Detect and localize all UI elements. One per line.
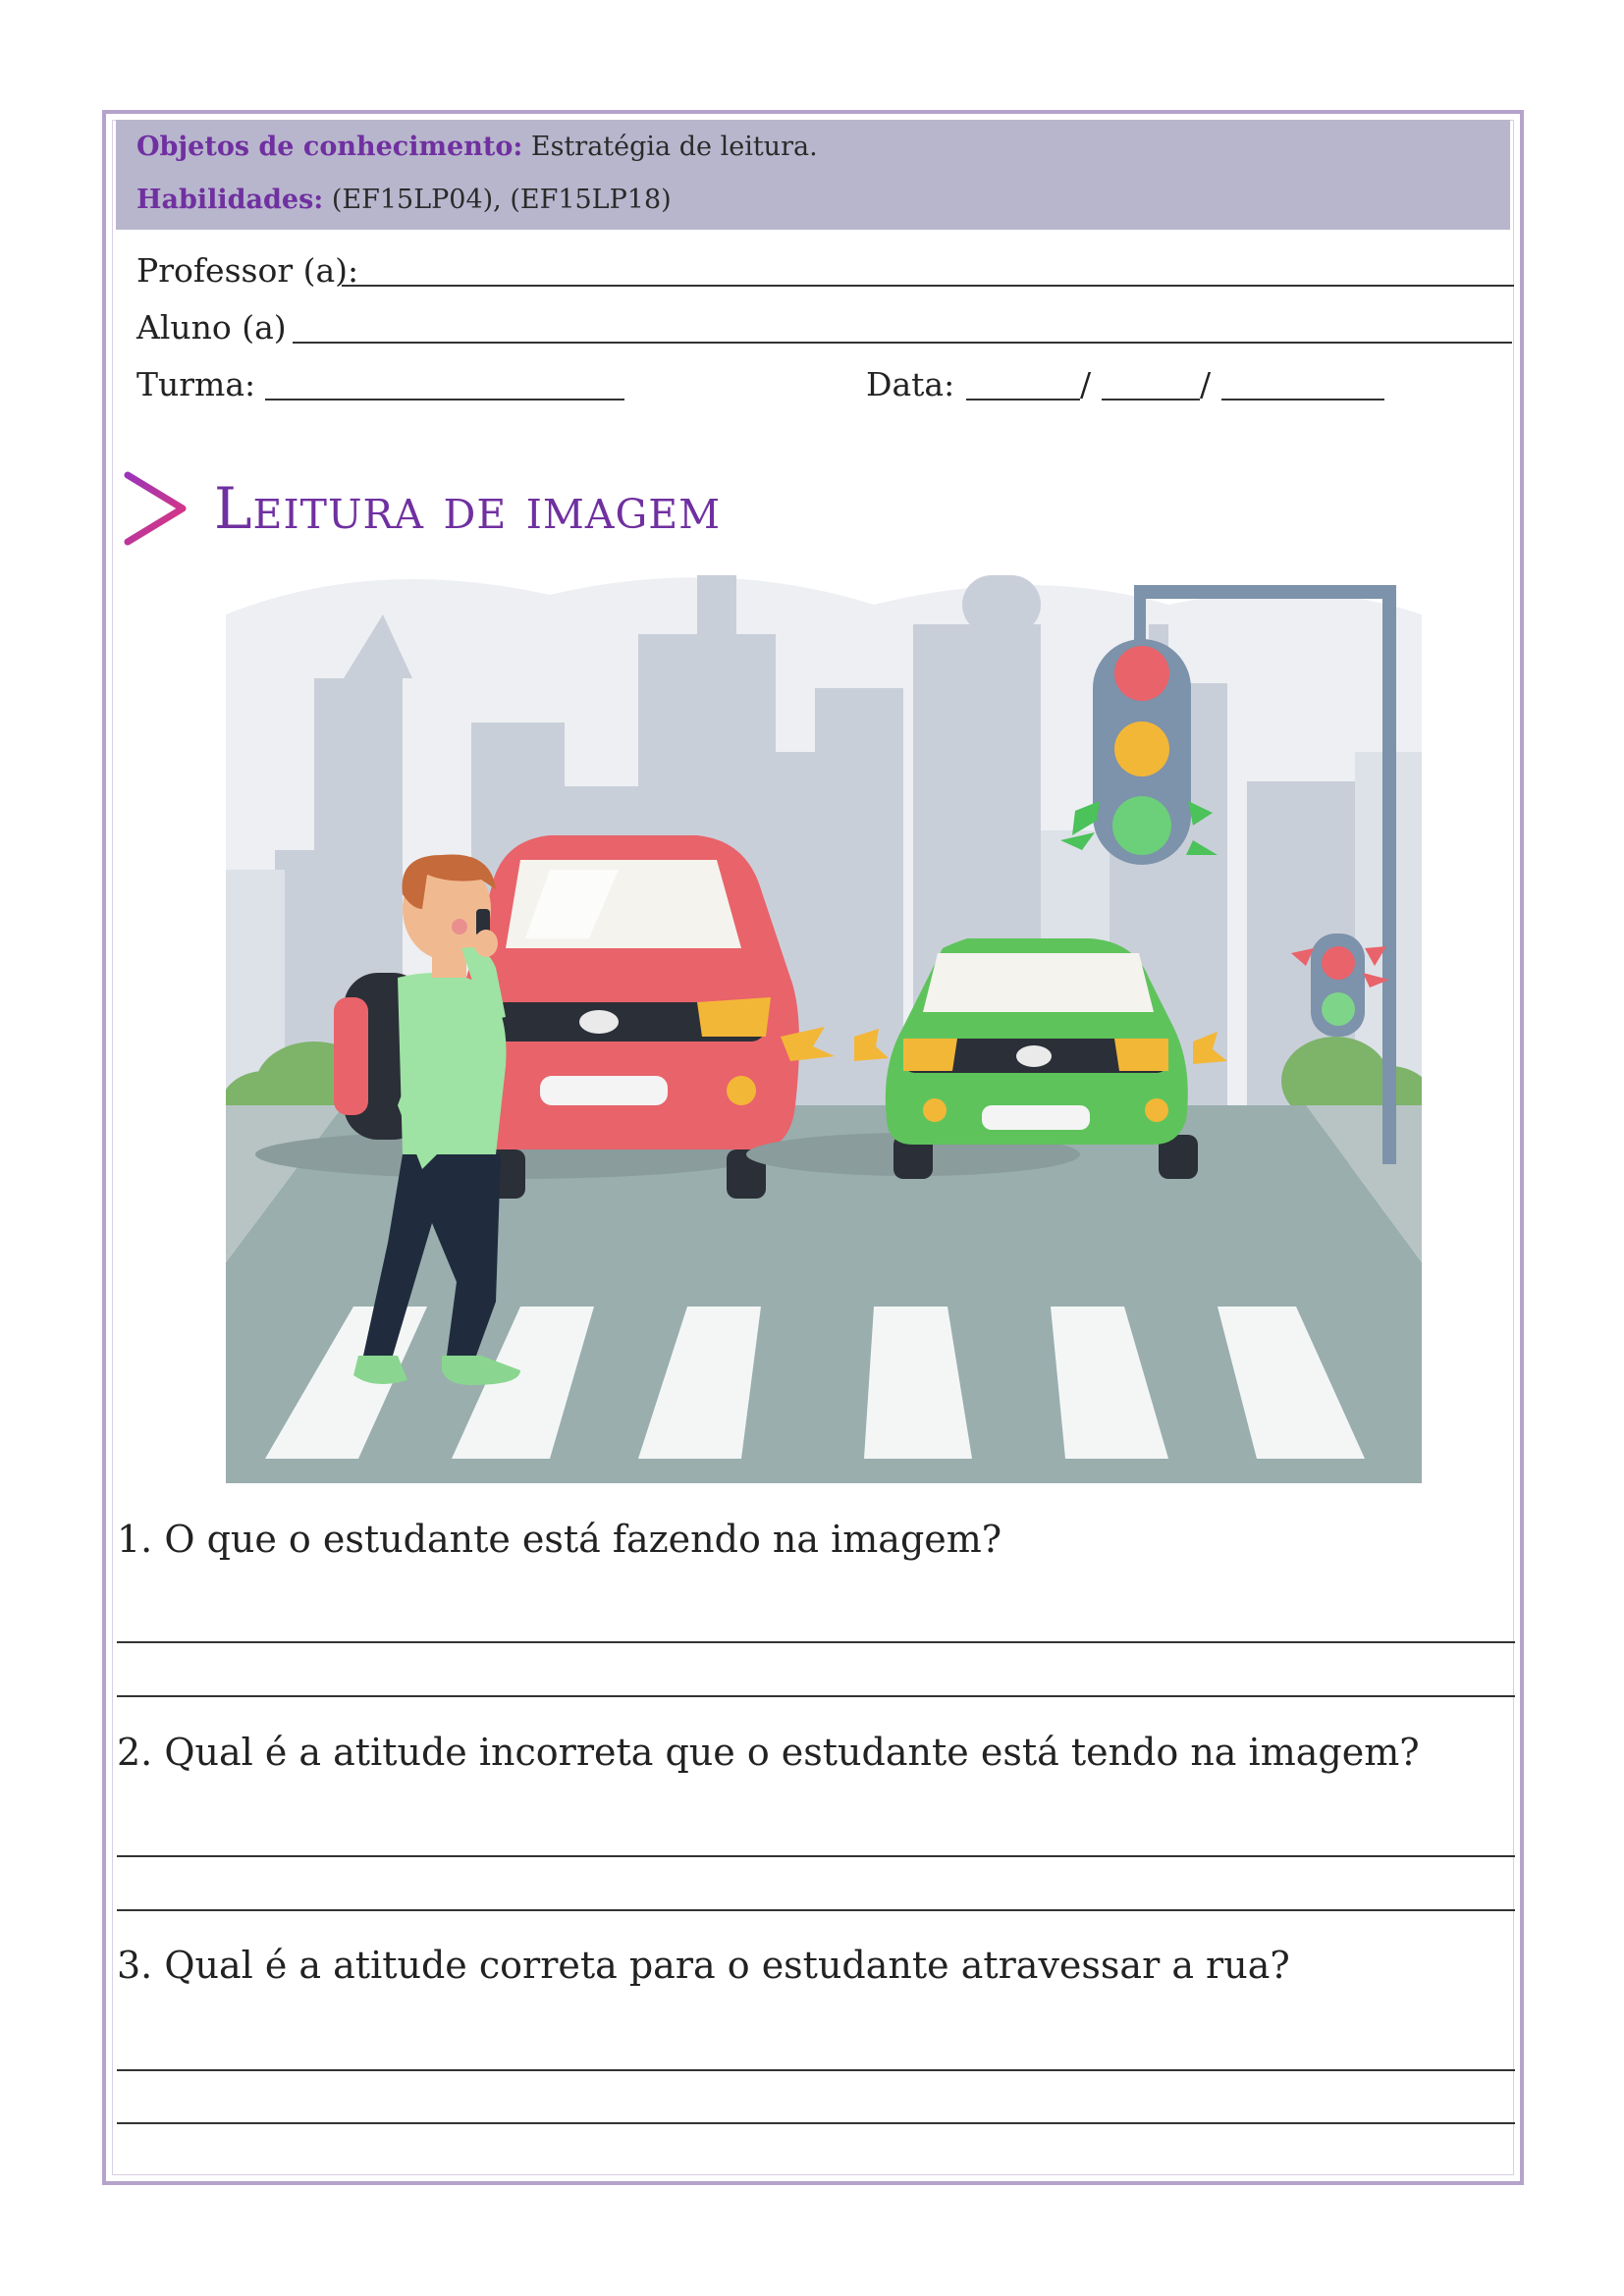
answer-line-2b[interactable] bbox=[117, 1909, 1515, 1911]
street-crossing-illustration bbox=[226, 556, 1422, 1483]
professor-label: Professor (a): bbox=[136, 251, 359, 290]
data-day-line[interactable] bbox=[966, 399, 1080, 400]
data-label: Data: bbox=[866, 365, 955, 403]
answer-line-3b[interactable] bbox=[117, 2122, 1515, 2124]
habilidades-value: (EF15LP04), (EF15LP18) bbox=[331, 185, 672, 215]
answer-line-1b[interactable] bbox=[117, 1695, 1515, 1697]
objetos-label: Objetos de conhecimento: bbox=[136, 132, 523, 162]
aluno-label: Aluno (a) bbox=[136, 308, 287, 347]
data-sep-1: / bbox=[1080, 365, 1092, 403]
answer-line-3a[interactable] bbox=[117, 2069, 1515, 2071]
data-year-line[interactable] bbox=[1221, 399, 1384, 400]
section-title: Leitura de imagem bbox=[214, 475, 722, 542]
objetos-line bbox=[136, 132, 818, 162]
turma-input-line[interactable] bbox=[265, 399, 624, 400]
question-3: 3. Qual é a atitude correta para o estudante atravessar a rua? bbox=[117, 1944, 1290, 1987]
turma-label: Turma: bbox=[136, 365, 256, 403]
habilidades-label: Habilidades: bbox=[136, 185, 324, 215]
objetos-value: Estratégia de leitura. bbox=[530, 132, 818, 162]
data-sep-2: / bbox=[1200, 365, 1212, 403]
data-month-line[interactable] bbox=[1102, 399, 1200, 400]
answer-line-2a[interactable] bbox=[117, 1855, 1515, 1857]
play-triangle-icon bbox=[120, 469, 190, 548]
question-2: 2. Qual é a atitude incorreta que o estudante está tendo na imagem? bbox=[117, 1731, 1420, 1774]
answer-line-1a[interactable] bbox=[117, 1641, 1515, 1643]
professor-input-line[interactable] bbox=[342, 285, 1514, 287]
question-1: 1. O que o estudante está fazendo na imagem? bbox=[117, 1518, 1002, 1561]
aluno-input-line[interactable] bbox=[293, 342, 1512, 344]
habilidades-line bbox=[136, 185, 672, 215]
